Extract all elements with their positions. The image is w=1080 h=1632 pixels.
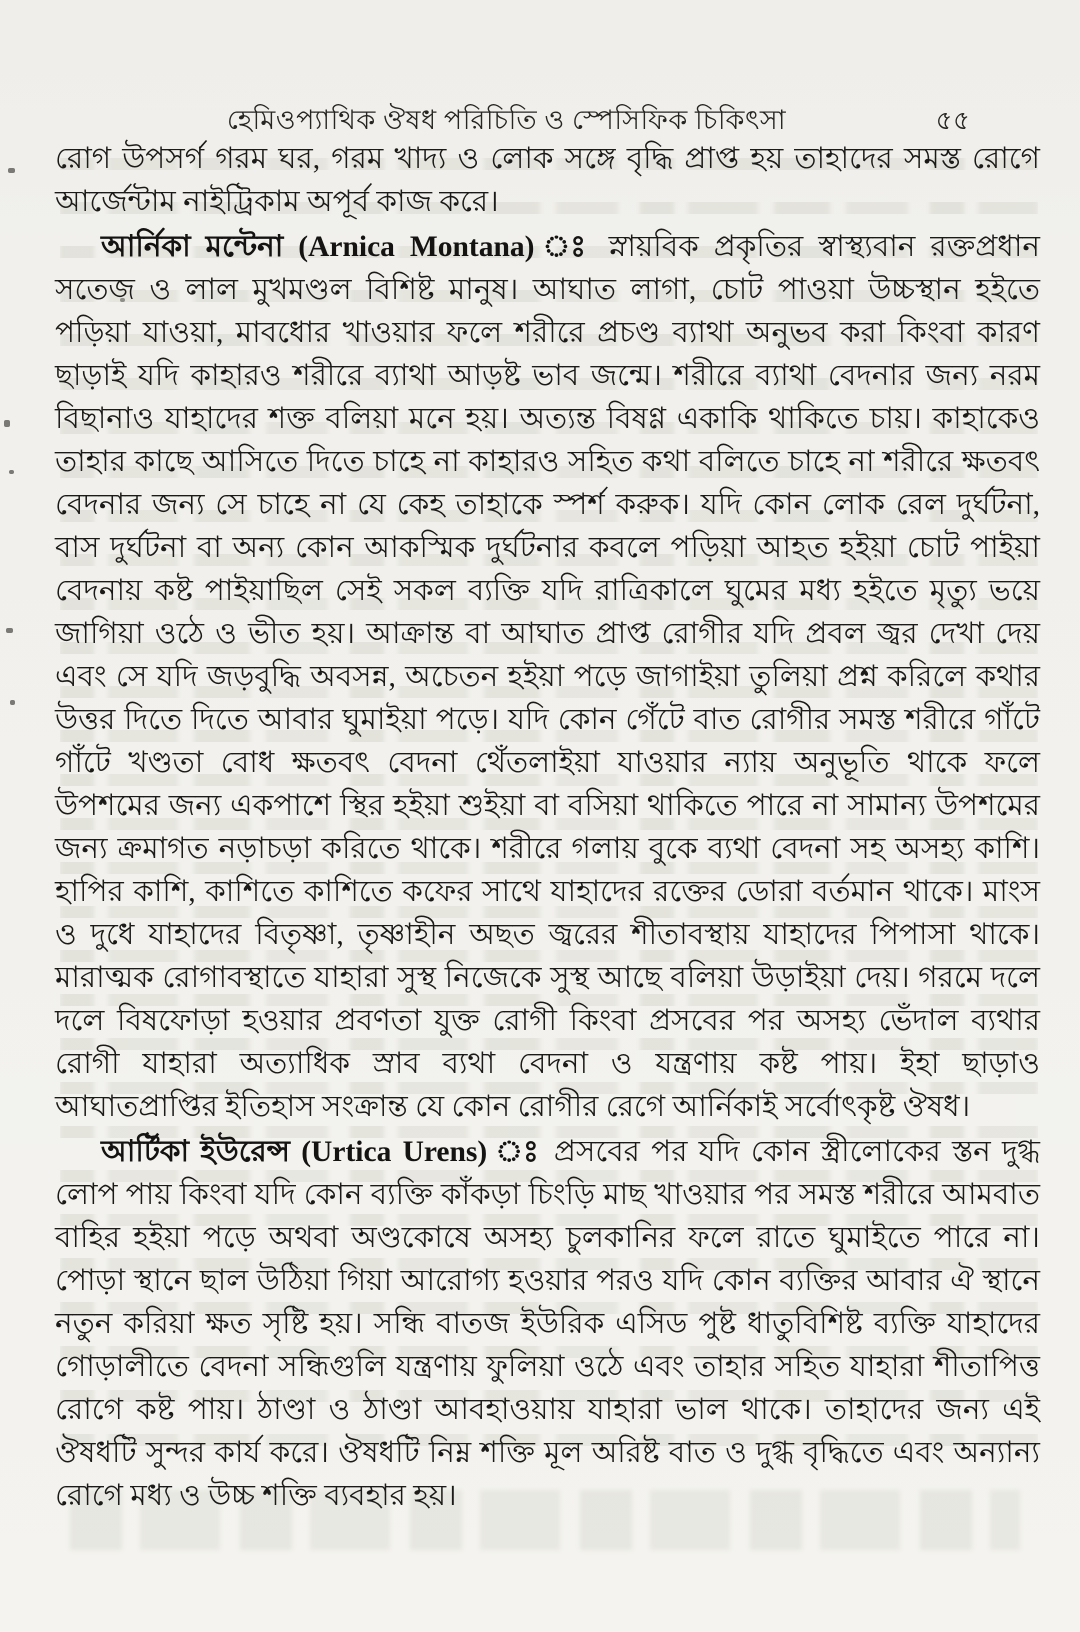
page-number: ৫৫	[935, 106, 971, 135]
paragraph-text: প্রসবের পর যদি কোন স্ত্রীলোকের স্তন দুগ্ধ লোপ পায় কিংবা যদি কোন ব্যক্তি কাঁকড়া চিংড়ি মাছ খাওয়ার পর সমস্ত শরীরে আমবাত বাহির হইয়া পড়ে অথবা অণ্ডকোষে অসহ্য চুলকানির ফলে রাতে ঘুমাইতে পারে না। পোড়া স্থানে ছাল উঠিয়া গিয়া আরোগ্য হওয়ার পরও যদি কোন ব্যক্তির আবার ঐ স্থানে নতুন করিয়া ক্ষত সৃষ্টি হয়। সন্ধি বাতজ ইউরিক এসিড পুষ্ট ধাতুবিশিষ্ট ব্যক্তি যাহাদের গোড়ালীতে বেদনা সন্ধিগুলি যন্ত্রণায় ফুলিয়া ওঠে এবং তাহার সহিত যাহারা শীতাপিত্ত রোগে কষ্ট পায়। ঠাণ্ডা ও ঠাণ্ডা আবহাওয়ায় যাহারা ভাল থাকে। তাহাদের জন্য এই ঔষধটি সুন্দর কার্য করে। ঔষধটি নিম্ন শক্তি মূল অরিষ্ট বাত ও দুগ্ধ বৃদ্ধিতে এবং অন্যান্য রোগে মধ্য ও উচ্চ শক্তি ব্যবহার হয়।	[55, 1136, 1040, 1512]
paragraph-argentum-continuation	[55, 138, 1040, 224]
paragraph-urtica-urens	[55, 1131, 1040, 1518]
running-header-title: হেমিওপ্যাথিক ঔষধ পরিচিতি ও স্পেসিফিক চিকিৎসা	[226, 105, 787, 135]
medicine-heading-arnica: আর্নিকা মন্টেনা (Arnica Montana) ঃ	[101, 231, 594, 263]
medicine-heading-urtica: আর্টিকা ইউরেন্স (Urtica Urens) ঃ	[101, 1136, 543, 1168]
scan-speck	[10, 700, 15, 705]
scan-speck	[6, 628, 13, 633]
scan-speck	[9, 470, 14, 474]
paragraph-text: রোগ উপসর্গ গরম ঘর, গরম খাদ্য ও লোক সঙ্গে বৃদ্ধি প্রাপ্ত হয় তাহাদের সমস্ত রোগে আর্জেন্টাম নাইট্রিকাম অপূর্ব কাজ করে।	[55, 143, 1040, 218]
paragraph-arnica-montana	[55, 226, 1040, 1129]
paragraph-text: স্নায়বিক প্রকৃতির স্বাস্থ্যবান রক্তপ্রধান সতেজ ও লাল মুখমণ্ডল বিশিষ্ট মানুষ। আঘাত লাগা, চোট পাওয়া উচ্চস্থান হইতে পড়িয়া যাওয়া, মাবধোর খাওয়ার ফলে শরীরে প্রচণ্ড ব্যাথা অনুভব করা কিংবা কারণ ছাড়াই যদি কাহারও শরীরে ব্যাথা আড়ষ্ট ভাব জন্মে। শরীরে ব্যাথা বেদনার জন্য নরম বিছানাও যাহাদের শক্ত বলিয়া মনে হয়। অত্যন্ত বিষণ্ণ একাকি থাকিতে চায়। কাহাকেও তাহার কাছে আসিতে দিতে চাহে না কাহারও সহিত কথা বলিতে চাহে না শরীরে ক্ষতবৎ বেদনার জন্য সে চাহে না যে কেহ তাহাকে স্পর্শ করুক। যদি কোন লোক রেল দুর্ঘটনা, বাস দুর্ঘটনা বা অন্য কোন আকস্মিক দুর্ঘটনার কবলে পড়িয়া আহত হইয়া চোট পাইয়া বেদনায় কষ্ট পাইয়াছিল সেই সকল ব্যক্তি যদি রাত্রিকালে ঘুমের মধ্য হইতে মৃত্যু ভয়ে জাগিয়া ওঠে ও ভীত হয়। আক্রান্ত বা আঘাত প্রাপ্ত রোগীর যদি প্রবল জ্বর দেখা দেয় এবং সে যদি জড়বুদ্ধি অবসন্ন, অচেতন হইয়া পড়ে জাগাইয়া তুলিয়া প্রশ্ন করিলে কথার উত্তর দিতে দিতে আবার ঘুমাইয়া পড়ে। যদি কোন গেঁটে বাত রোগীর সমস্ত শরীরে গাঁটে গাঁটে খণ্ডতা বোধ ক্ষতবৎ বেদনা থেঁতলাইয়া যাওয়ার ন্যায় অনুভূতি থাকে ফলে উপশমের জন্য একপাশে স্থির হইয়া শুইয়া বা বসিয়া থাকিতে পারে না সামান্য উপশমের জন্য ক্রমাগত নড়াচড়া করিতে থাকে। শরীরে গলায় বুকে ব্যথা বেদনা সহ অসহ্য কাশি। হাপির কাশি, কাশিতে কাশিতে কফের সাথে যাহাদের রক্তের ডোরা বর্তমান থাকে। মাংস ও দুধে যাহাদের বিতৃষ্ণা, তৃষ্ণাহীন অছত জ্বরের শীতাবস্থায় যাহাদের পিপাসা থাকে। মারাত্মক রোগাবস্থাতে যাহারা সুস্থ নিজেকে সুস্থ আছে বলিয়া উড়াইয়া দেয়। গরমে দলে দলে বিষফোড়া হওয়ার প্রবণতা যুক্ত রোগী কিংবা প্রসবের পর অসহ্য ভেঁদাল ব্যথার রোগী যাহারা অত্যাধিক স্রাব ব্যথা বেদনা ও যন্ত্রণায় কষ্ট পায়। ইহা ছাড়াও আঘাতপ্রাপ্তির ইতিহাস সংক্রান্ত যে কোন রোগীর রেগে আর্নিকাই সর্বোৎকৃষ্ট ঔষধ।	[55, 231, 1041, 1123]
page-body	[55, 138, 1040, 1518]
scan-speck	[8, 168, 15, 173]
scan-speck	[4, 420, 10, 427]
